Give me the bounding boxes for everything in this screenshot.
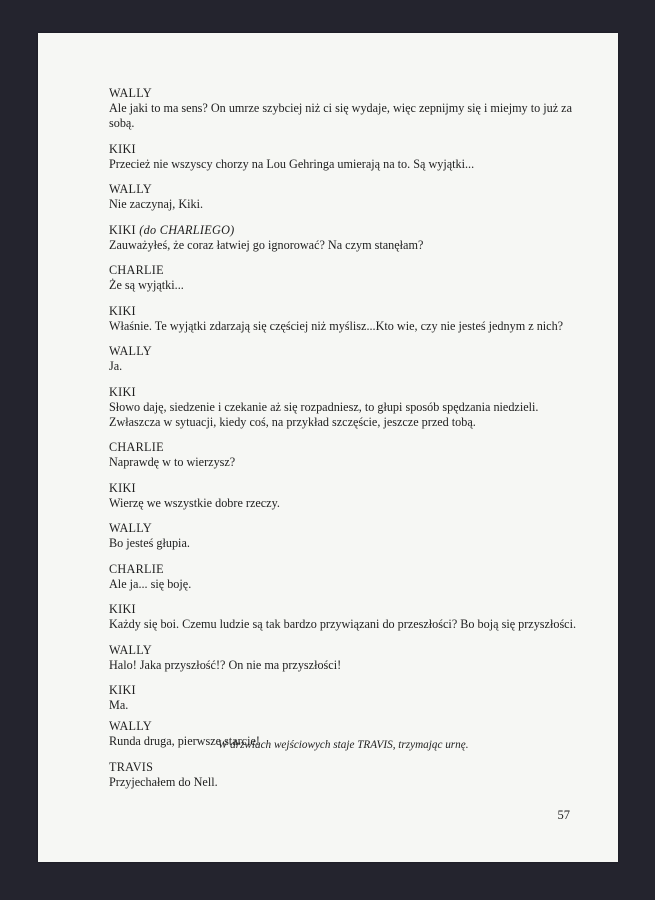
dialogue-line: Zwłaszcza w sytuacji, kiedy coś, na przykład szczęście, jeszcze przed tobą.: [109, 414, 476, 429]
dialogue-line: Ale jaki to ma sens? On umrze szybciej niż ci się wydaje, więc zepnijmy się i miejmy to już za: [109, 101, 572, 115]
speaker-name: WALLY: [109, 642, 152, 657]
speaker-name: WALLY: [109, 719, 152, 733]
dialogue-line: sobą.: [109, 116, 135, 130]
dialogue-block: [109, 643, 579, 673]
speaker-name: CHARLIE: [109, 561, 164, 576]
stage-direction: W drzwiach wejściowych staje TRAVIS, trzymając urnę.: [218, 739, 469, 751]
dialogue-block: [109, 440, 579, 470]
dialogue-line: Zauważyłeś, że coraz łatwiej go ignorować? Na czym stanęłam?: [109, 237, 424, 252]
dialogue-line: Każdy się boi. Czemu ludzie są tak bardzo przywiązani do przeszłości? Bo boją się przyszłości.: [109, 617, 577, 631]
speaker-name: CHARLIE: [109, 263, 164, 277]
speaker-name: CHARLIE: [109, 440, 164, 454]
speaker-name: KIKI: [109, 384, 136, 399]
speaker-name: KIKI: [109, 683, 136, 697]
dialogue-block: [109, 602, 579, 632]
dialogue-block: [109, 683, 579, 713]
speaker-name: WALLY: [109, 182, 152, 196]
dialogue-line: Naprawdę w to wierzysz?: [109, 455, 236, 469]
speaker-name: WALLY: [109, 521, 152, 535]
dialogue-line: Przyjechałem do Nell.: [109, 774, 218, 789]
dialogue-line: Bo jesteś głupia.: [109, 536, 190, 550]
speaker-line: [109, 223, 579, 238]
dialogue-line: Halo! Jaka przyszłość!? On nie ma przyszłości!: [109, 657, 342, 672]
dialogue-line: Runda druga, pierwsze starcie!: [109, 734, 260, 748]
dialogue-line: Nie zaczynaj, Kiki.: [109, 197, 204, 211]
page-number: 57: [557, 808, 570, 822]
dialogue-block: [109, 263, 579, 293]
dialogue-line: Słowo daję, siedzenie i czekanie aż się rozpadniesz, to głupi sposób spędzania niedzieli.: [109, 399, 539, 414]
dialogue-line: Że są wyjątki...: [109, 278, 184, 292]
speaker-name: KIKI: [109, 222, 136, 237]
parenthetical: (do CHARLIEGO): [139, 222, 235, 237]
speaker-name: KIKI: [109, 602, 136, 616]
speaker-name: KIKI: [109, 480, 136, 495]
dialogue-line: Właśnie. Te wyjątki zdarzają się częściej niż myślisz...Kto wie, czy nie jesteś jednym z nich?: [109, 318, 564, 333]
dialogue-line: Ma.: [109, 698, 129, 712]
dialogue-block: [109, 521, 579, 551]
dialogue-container: [109, 86, 579, 800]
dialogue-block: [109, 481, 579, 511]
dialogue-block: [109, 385, 579, 430]
dialogue-line: Wierzę we wszystkie dobre rzeczy.: [109, 495, 280, 510]
speaker-name: KIKI: [109, 303, 136, 318]
dialogue-block: [109, 86, 579, 131]
dialogue-line: Przecież nie wszyscy chorzy na Lou Gehringa umierają na to. Są wyjątki...: [109, 156, 475, 171]
dialogue-line: Ja.: [109, 359, 123, 373]
dialogue-block: [109, 182, 579, 212]
speaker-name: WALLY: [109, 344, 152, 358]
dialogue-block: [109, 760, 579, 790]
dialogue-block: [109, 304, 579, 334]
speaker-name: WALLY: [109, 86, 152, 100]
speaker-name: TRAVIS: [109, 759, 154, 774]
script-page: [38, 33, 618, 862]
dialogue-block: [109, 223, 579, 253]
dialogue-block: [109, 142, 579, 172]
speaker-name: KIKI: [109, 141, 136, 156]
dialogue-block: [109, 562, 579, 592]
dialogue-line: Ale ja... się boję.: [109, 576, 192, 591]
dialogue-block: [109, 344, 579, 374]
